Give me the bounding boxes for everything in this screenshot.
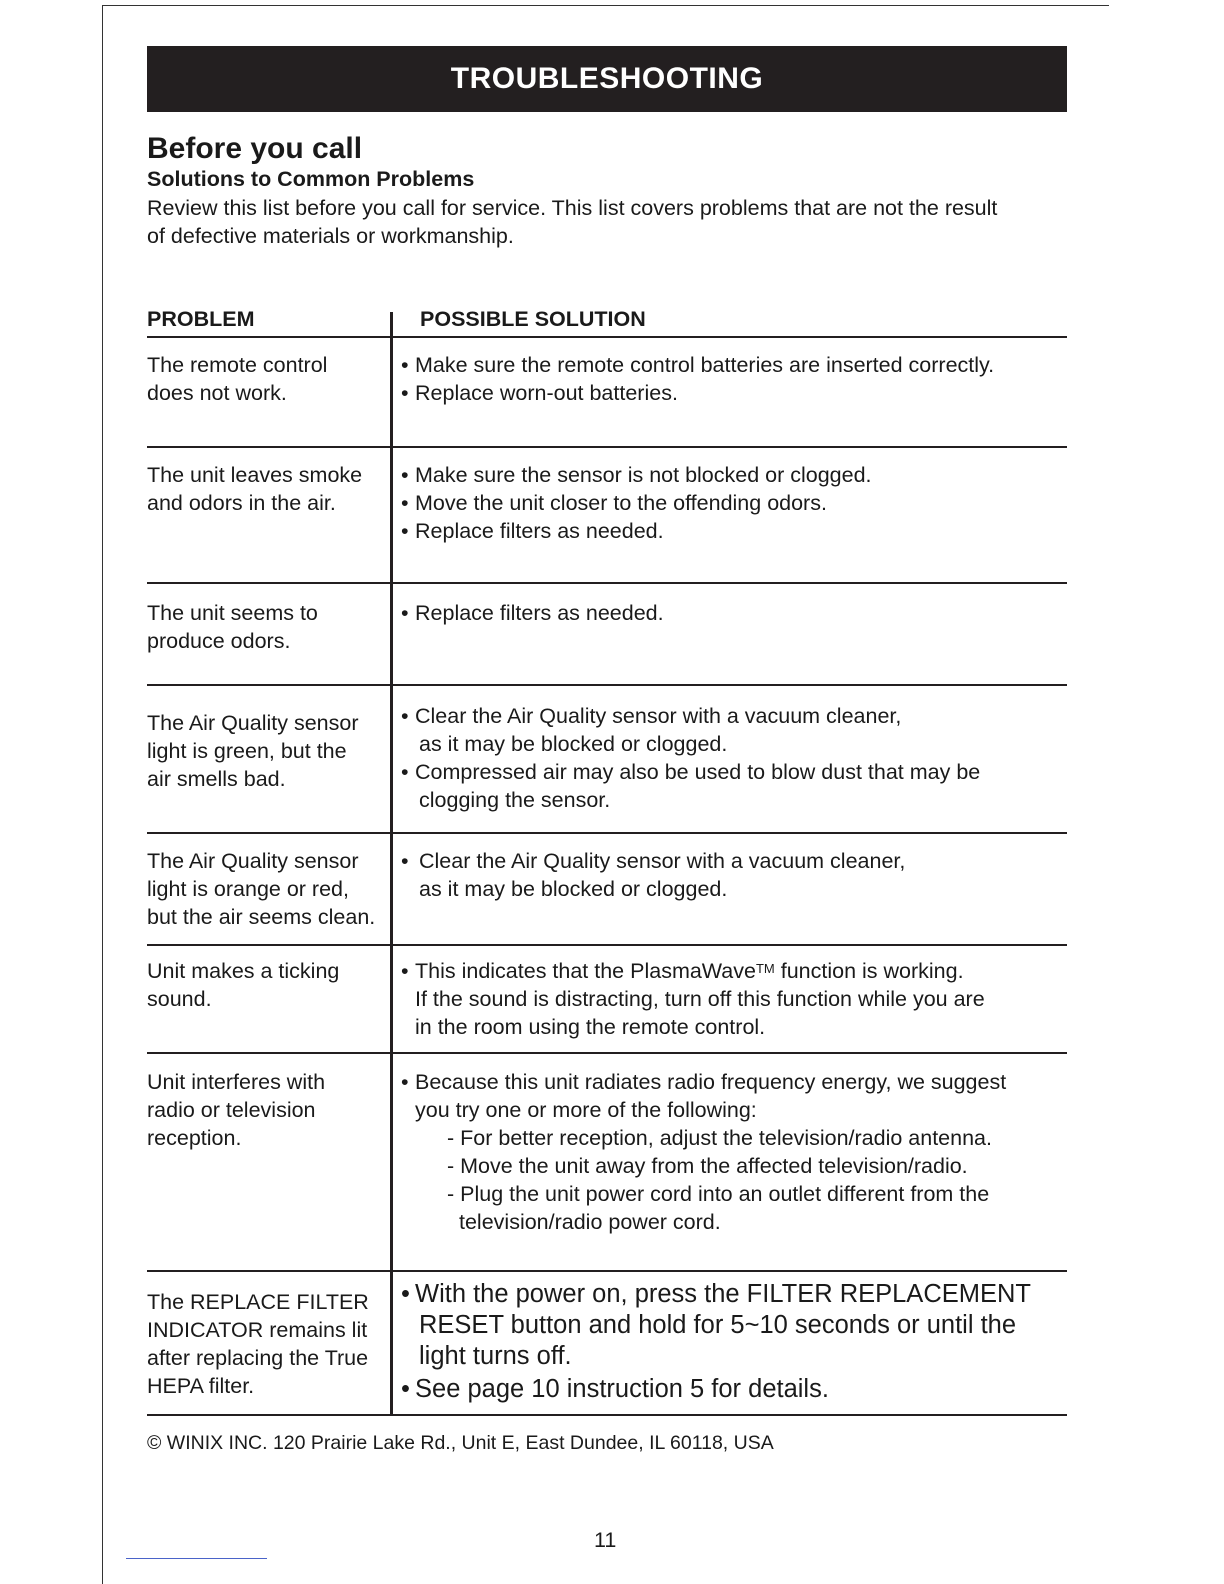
row-divider <box>147 1414 1067 1416</box>
intro-line: of defective materials or workmanship. <box>147 224 514 248</box>
solution-item: • Clear the Air Quality sensor with a vacuum cleaner, <box>401 849 906 873</box>
section-title: Before you call <box>147 132 363 165</box>
footer-copyright: © WINIX INC. 120 Prairie Lake Rd., Unit E, East Dundee, IL 60118, USA <box>147 1432 774 1454</box>
problem-cell <box>147 709 387 793</box>
solution-item: • Compressed air may also be used to blow dust that may be <box>401 760 981 784</box>
row-divider <box>147 582 1067 584</box>
row-divider <box>147 1270 1067 1272</box>
section-subtitle: Solutions to Common Problems <box>147 167 475 191</box>
solution-item: • Replace filters as needed. <box>401 601 664 625</box>
problem-line: The Air Quality sensor <box>147 711 359 735</box>
problem-line: and odors in the air. <box>147 491 336 515</box>
problem-line: light is orange or red, <box>147 877 349 901</box>
solution-cell <box>401 1279 1067 1405</box>
problem-line: but the air seems clean. <box>147 905 376 929</box>
problem-line: light is green, but the <box>147 739 347 763</box>
solution-subitem: - Move the unit away from the affected television/radio. <box>447 1154 968 1178</box>
solution-cell <box>401 702 1067 814</box>
column-divider <box>390 312 393 1416</box>
solution-subitem: - Plug the unit power cord into an outlet different from the <box>447 1182 990 1206</box>
problem-line: The REPLACE FILTER <box>147 1290 369 1314</box>
solution-cell <box>401 1068 1067 1236</box>
solution-item: • Because this unit radiates radio frequency energy, we suggest <box>401 1070 1007 1094</box>
problem-line: Unit interferes with <box>147 1070 326 1094</box>
problem-line: radio or television <box>147 1098 316 1122</box>
page-border-top <box>102 5 1109 6</box>
problem-line: Unit makes a ticking <box>147 959 340 983</box>
solution-cell <box>401 957 1067 1041</box>
problem-cell <box>147 847 387 931</box>
problem-cell <box>147 1288 387 1400</box>
page-number: 11 <box>594 1528 617 1552</box>
row-divider <box>147 446 1067 448</box>
problem-line: produce odors. <box>147 629 291 653</box>
problem-line: sound. <box>147 987 212 1011</box>
intro-line: Review this list before you call for service. This list covers problems that are not the result <box>147 196 998 220</box>
problem-cell <box>147 599 387 655</box>
problem-cell <box>147 351 387 407</box>
problem-cell <box>147 957 387 1013</box>
trademark-mark: TM <box>755 961 775 976</box>
problem-line: air smells bad. <box>147 767 286 791</box>
bottom-underline <box>126 1558 267 1559</box>
problem-line: The Air Quality sensor <box>147 849 359 873</box>
row-divider <box>147 944 1067 946</box>
solution-continuation: If the sound is distracting, turn off this function while you are <box>415 987 985 1011</box>
problem-line: HEPA filter. <box>147 1374 255 1398</box>
solution-item: • Replace worn-out batteries. <box>401 381 678 405</box>
problem-cell <box>147 1068 387 1152</box>
solution-item: • Move the unit closer to the offending odors. <box>401 491 827 515</box>
solution-subitem-continuation: television/radio power cord. <box>459 1210 721 1234</box>
column-header-problem: PROBLEM <box>147 307 255 331</box>
solution-item: • Replace filters as needed. <box>401 519 664 543</box>
solution-item: • See page 10 instruction 5 for details. <box>401 1375 829 1403</box>
problem-line: The remote control <box>147 353 328 377</box>
problem-line: after replacing the True <box>147 1346 369 1370</box>
solution-item: • This indicates that the PlasmaWave™ function is working. <box>401 959 964 983</box>
problem-line: The unit seems to <box>147 601 318 625</box>
column-header-solution: POSSIBLE SOLUTION <box>420 307 646 331</box>
intro-paragraph <box>147 194 1077 250</box>
page-banner: TROUBLESHOOTING <box>147 46 1067 112</box>
solution-item: • Make sure the sensor is not blocked or clogged. <box>401 463 872 487</box>
solution-item: • Clear the Air Quality sensor with a vacuum cleaner, <box>401 704 902 728</box>
solution-item: • With the power on, press the FILTER REPLACEMENT <box>401 1280 1031 1308</box>
row-divider <box>147 684 1067 686</box>
solution-subitem: - For better reception, adjust the television/radio antenna. <box>447 1126 992 1150</box>
problem-line: reception. <box>147 1126 242 1150</box>
row-divider <box>147 832 1067 834</box>
solution-cell <box>401 847 1067 903</box>
solution-continuation: in the room using the remote control. <box>415 1015 766 1039</box>
problem-cell <box>147 461 387 517</box>
problem-line: INDICATOR remains lit <box>147 1318 368 1342</box>
page-border-left <box>102 5 103 1584</box>
problem-line: does not work. <box>147 381 287 405</box>
row-divider <box>147 1052 1067 1054</box>
solution-continuation: you try one or more of the following: <box>415 1098 757 1122</box>
solution-cell <box>401 599 1067 627</box>
solution-continuation: as it may be blocked or clogged. <box>419 732 728 756</box>
solution-item: • Make sure the remote control batteries are inserted correctly. <box>401 353 995 377</box>
solution-continuation: RESET button and hold for 5~10 seconds or until the <box>419 1311 1017 1339</box>
row-divider <box>147 336 1067 338</box>
solution-continuation: clogging the sensor. <box>419 788 611 812</box>
solution-continuation: light turns off. <box>419 1342 572 1370</box>
problem-line: The unit leaves smoke <box>147 463 363 487</box>
solution-cell <box>401 351 1067 407</box>
solution-cell <box>401 461 1067 545</box>
solution-continuation: as it may be blocked or clogged. <box>419 877 728 901</box>
